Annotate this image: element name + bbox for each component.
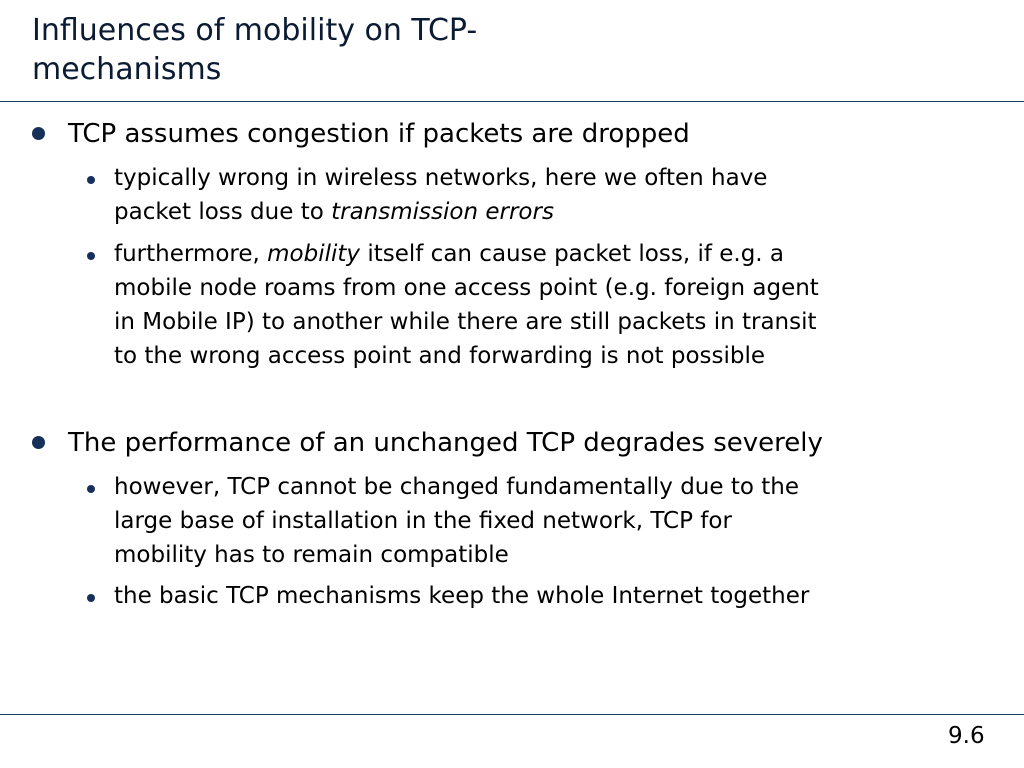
- bullet-icon: [32, 436, 45, 449]
- emphasis-text: mobility: [267, 241, 361, 267]
- sub-bullet-text: packet loss due to: [114, 199, 332, 225]
- bullet-icon: [32, 127, 45, 140]
- sub-bullet-line: [114, 237, 1009, 271]
- bullet-item: [68, 117, 1008, 151]
- sub-bullet-line: the basic TCP mechanisms keep the whole Internet together: [114, 583, 810, 609]
- slide-title-line-2: mechanisms: [32, 52, 222, 87]
- sub-bullet-item: [114, 470, 1009, 572]
- bullet-text: The performance of an unchanged TCP degrades severely: [68, 428, 823, 458]
- sub-bullet-item: [114, 237, 1009, 373]
- sub-bullet-line: in Mobile IP) to another while there are still packets in transit: [114, 309, 817, 335]
- sub-bullet-item: [114, 161, 1009, 229]
- emphasis-text: transmission errors: [331, 199, 554, 225]
- bullet-item: [68, 426, 1008, 460]
- sub-bullet-line: mobility has to remain compatible: [114, 542, 509, 568]
- page-number: 9.6: [948, 723, 985, 749]
- footer-divider: [0, 714, 1024, 715]
- slide-title: [32, 11, 632, 89]
- sub-bullet-text: itself can cause packet loss, if e.g. a: [360, 241, 785, 267]
- sub-bullet-line: mobile node roams from one access point (e.g. foreign agent: [114, 275, 819, 301]
- sub-bullet-icon: [87, 485, 95, 493]
- sub-bullet-text: furthermore,: [114, 241, 268, 267]
- sub-bullet-line: however, TCP cannot be changed fundamentally due to the: [114, 474, 799, 500]
- bullet-text: TCP assumes congestion if packets are dropped: [68, 119, 690, 149]
- sub-bullet-line: typically wrong in wireless networks, here we often have: [114, 165, 768, 191]
- sub-bullet-line: to the wrong access point and forwarding is not possible: [114, 343, 766, 369]
- sub-bullet-icon: [87, 252, 95, 260]
- header-divider: [0, 101, 1024, 102]
- slide-title-line-1: Influences of mobility on TCP-: [32, 13, 478, 48]
- sub-bullet-item: [114, 579, 1009, 613]
- sub-bullet-icon: [87, 594, 95, 602]
- sub-bullet-icon: [87, 176, 95, 184]
- sub-bullet-line: large base of installation in the fixed network, TCP for: [114, 508, 732, 534]
- sub-bullet-line: [114, 195, 1009, 229]
